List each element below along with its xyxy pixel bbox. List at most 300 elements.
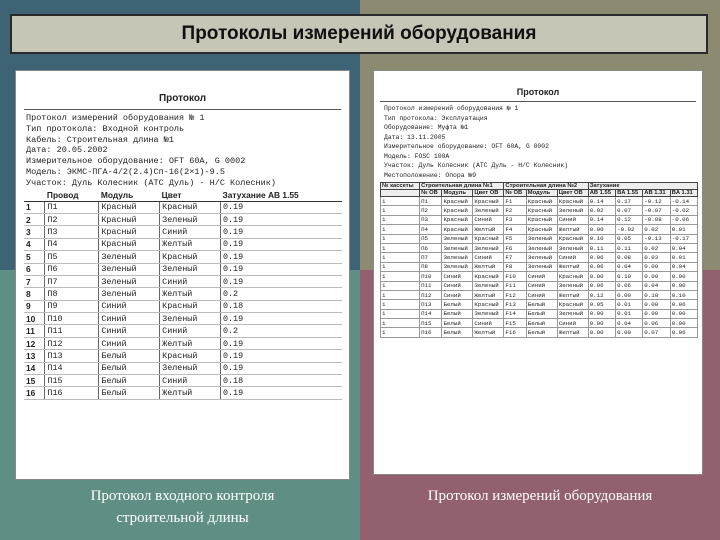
table-cell: 0.04 — [670, 262, 697, 271]
table-cell: -0.08 — [643, 215, 670, 224]
table-cell: 0.06 — [588, 253, 615, 262]
table-row — [24, 263, 342, 275]
table-cell: Зеленый — [526, 243, 557, 252]
left-meta-line: Кабель: Строительная длина №1 — [26, 134, 174, 145]
table-cell: Красный — [442, 197, 473, 206]
table-cell: 16 — [24, 387, 45, 399]
table-cell: П8 — [420, 262, 442, 271]
table-cell: 0.00 — [670, 272, 697, 281]
table-cell: Синий — [526, 290, 557, 299]
table-row — [381, 300, 698, 309]
left-caption — [15, 485, 350, 529]
table-cell: -0.12 — [643, 197, 670, 206]
table-cell: Синий — [99, 325, 160, 337]
table-cell: Зеленый — [442, 243, 473, 252]
table-cell: F10 — [504, 272, 526, 281]
table-cell: Зеленый — [160, 213, 221, 225]
table-cell: П7 — [45, 275, 99, 287]
table-cell: Красный — [557, 234, 588, 243]
table-cell: F6 — [504, 243, 526, 252]
table-cell: 9 — [24, 300, 45, 312]
right-meta-line: Протокол измерений оборудования № 1 — [384, 105, 519, 112]
table-cell: Зеленый — [557, 243, 588, 252]
table-cell: Синий — [99, 337, 160, 349]
table-cell: Зеленый — [160, 313, 221, 325]
table-cell: 1 — [381, 253, 420, 262]
table-cell: Белый — [99, 350, 160, 362]
right-column-header: AB 1.31 — [643, 190, 670, 197]
table-cell: 7 — [24, 275, 45, 287]
table-cell: 0.00 — [588, 309, 615, 318]
table-cell: Зеленый — [99, 288, 160, 300]
table-cell: 0.10 — [643, 290, 670, 299]
right-column-header: Цвет ОВ — [557, 190, 588, 197]
table-cell: F2 — [504, 206, 526, 215]
table-cell: 13 — [24, 350, 45, 362]
table-cell: 1 — [381, 206, 420, 215]
table-cell: 0.00 — [643, 262, 670, 271]
table-cell: 0.00 — [670, 309, 697, 318]
table-cell: 1 — [381, 215, 420, 224]
table-cell: Синий — [557, 319, 588, 328]
table-row — [24, 350, 342, 362]
table-cell: 0.00 — [670, 319, 697, 328]
table-cell: Синий — [99, 300, 160, 312]
right-doc-meta — [384, 104, 692, 180]
table-cell: 12 — [24, 337, 45, 349]
table-cell: Желтый — [557, 225, 588, 234]
table-row — [381, 328, 698, 337]
table-row — [24, 362, 342, 374]
table-row — [24, 201, 342, 213]
left-doc-title: Протокол — [158, 93, 207, 104]
table-cell: 0.01 — [616, 309, 643, 318]
table-cell: Желтый — [473, 225, 504, 234]
table-cell: Белый — [442, 319, 473, 328]
group-header-attenuation: Затухание — [588, 183, 697, 190]
table-cell: Красный — [526, 197, 557, 206]
table-cell: Красный — [557, 197, 588, 206]
table-cell: Красный — [99, 201, 160, 213]
table-cell: Красный — [99, 238, 160, 250]
table-cell: 0.07 — [616, 206, 643, 215]
table-cell: Зеленый — [557, 206, 588, 215]
table-cell: 0.2 — [221, 325, 343, 337]
table-cell: 0.00 — [588, 225, 615, 234]
table-cell: Желтый — [473, 262, 504, 271]
right-column-header: Модуль — [442, 190, 473, 197]
table-cell: Красный — [473, 197, 504, 206]
table-cell: 0.00 — [670, 281, 697, 290]
table-cell: П7 — [420, 253, 442, 262]
table-cell: П4 — [45, 238, 99, 250]
table-cell: F7 — [504, 253, 526, 262]
table-cell: П15 — [420, 319, 442, 328]
table-cell: 0.11 — [616, 243, 643, 252]
table-cell: 6 — [24, 263, 45, 275]
table-row — [381, 309, 698, 318]
table-row — [24, 213, 342, 225]
table-cell: Зеленый — [160, 263, 221, 275]
table-cell: 0.02 — [643, 225, 670, 234]
table-cell: 0.11 — [588, 243, 615, 252]
table-cell: 0.19 — [221, 387, 343, 399]
table-cell: Красный — [473, 300, 504, 309]
table-cell: П15 — [45, 375, 99, 387]
table-cell: Красный — [160, 300, 221, 312]
left-measurement-table — [24, 189, 342, 400]
table-cell: Зеленый — [526, 253, 557, 262]
table-cell: П9 — [45, 300, 99, 312]
table-cell: Желтый — [557, 290, 588, 299]
table-cell: Красный — [442, 206, 473, 215]
table-cell: Зеленый — [526, 234, 557, 243]
table-cell: F13 — [504, 300, 526, 309]
table-cell: 2 — [24, 213, 45, 225]
table-cell: 0.00 — [616, 290, 643, 299]
table-cell: П6 — [420, 243, 442, 252]
table-cell: Красный — [99, 226, 160, 238]
table-cell: Желтый — [557, 262, 588, 271]
table-cell: 0.19 — [221, 263, 343, 275]
table-row — [381, 206, 698, 215]
right-column-header: Модуль — [526, 190, 557, 197]
table-cell: 1 — [381, 319, 420, 328]
table-cell: Желтый — [473, 328, 504, 337]
right-meta-line: Измерительное оборудование: OFT 60A, G 0002 — [384, 143, 549, 150]
table-cell: 0.19 — [221, 275, 343, 287]
table-cell: Синий — [442, 281, 473, 290]
table-cell: 1 — [381, 197, 420, 206]
table-cell: П12 — [45, 337, 99, 349]
left-meta-line: Протокол измерений оборудования № 1 — [26, 113, 205, 123]
table-row — [24, 325, 342, 337]
table-cell: F5 — [504, 234, 526, 243]
table-cell: 0.08 — [616, 253, 643, 262]
right-meta-line: Участок: Дуль Колесник (АТС Дуль - Н/С Колесник) — [384, 162, 569, 169]
table-cell: Зеленый — [99, 275, 160, 287]
table-cell: Синий — [160, 275, 221, 287]
table-cell: Синий — [473, 253, 504, 262]
table-row — [381, 272, 698, 281]
table-cell: F4 — [504, 225, 526, 234]
table-cell: Синий — [473, 319, 504, 328]
table-cell: F14 — [504, 309, 526, 318]
left-column-header: Затухание АВ 1.55 — [221, 189, 343, 202]
table-cell: -0.07 — [643, 206, 670, 215]
table-cell: 0.05 — [588, 300, 615, 309]
table-cell: 0.10 — [670, 290, 697, 299]
left-meta-line: Измерительное оборудование: OFT 60A, G 0002 — [26, 156, 246, 167]
table-cell: 0.04 — [616, 262, 643, 271]
left-meta-line: Тип протокола: Входной контроль — [26, 123, 185, 134]
table-cell: Красный — [557, 300, 588, 309]
table-cell: 0.01 — [670, 253, 697, 262]
table-row — [381, 215, 698, 224]
right-doc-title: Протокол — [516, 87, 560, 97]
table-cell: 0.14 — [588, 197, 615, 206]
table-cell: 0.06 — [616, 281, 643, 290]
table-cell: 0.01 — [670, 225, 697, 234]
table-cell: Белый — [526, 300, 557, 309]
table-cell: 1 — [381, 262, 420, 271]
table-cell: 1 — [381, 328, 420, 337]
table-cell: Желтый — [473, 290, 504, 299]
right-column-header: № ОВ — [504, 190, 526, 197]
table-cell: 0.06 — [643, 319, 670, 328]
table-cell: 0.19 — [221, 362, 343, 374]
table-cell: 0.05 — [616, 234, 643, 243]
table-row — [24, 300, 342, 312]
right-meta-line: Местоположение: Опора №9 — [384, 171, 477, 179]
table-row — [381, 243, 698, 252]
table-cell: F16 — [504, 328, 526, 337]
table-cell: Желтый — [160, 337, 221, 349]
table-cell: 0.19 — [221, 350, 343, 362]
table-cell: Синий — [160, 226, 221, 238]
left-meta-line: Дата: 20.05.2002 — [26, 145, 108, 156]
table-cell: 0.2 — [221, 288, 343, 300]
table-cell: -0.02 — [616, 225, 643, 234]
left-column-header: Цвет — [160, 189, 221, 202]
table-cell: Красный — [160, 201, 221, 213]
table-cell: 0.12 — [588, 290, 615, 299]
table-cell: Белый — [442, 328, 473, 337]
right-table-header-row — [381, 190, 698, 197]
table-cell: 0.06 — [670, 300, 697, 309]
right-doc-divider — [380, 101, 696, 102]
table-cell: 5 — [24, 251, 45, 263]
table-cell: 0.19 — [221, 201, 343, 213]
table-cell: Красный — [160, 251, 221, 263]
table-cell: Белый — [99, 375, 160, 387]
right-meta-line: Модель: FOSC 100A — [384, 152, 450, 160]
equipment-protocol-document — [373, 70, 703, 475]
table-cell: 0.00 — [643, 300, 670, 309]
table-cell: -0.13 — [643, 234, 670, 243]
table-cell: Красный — [526, 206, 557, 215]
table-cell: П1 — [420, 197, 442, 206]
table-cell: Красный — [526, 215, 557, 224]
table-cell: П14 — [45, 362, 99, 374]
table-cell: Синий — [473, 215, 504, 224]
table-cell: 0.04 — [670, 243, 697, 252]
table-row — [381, 262, 698, 271]
table-cell: Зеленый — [442, 253, 473, 262]
table-cell: Зеленый — [442, 234, 473, 243]
table-cell: Зеленый — [473, 281, 504, 290]
table-cell: F3 — [504, 215, 526, 224]
table-cell: Белый — [99, 362, 160, 374]
table-cell: Белый — [442, 309, 473, 318]
table-cell: П5 — [45, 251, 99, 263]
table-cell: 0.00 — [588, 328, 615, 337]
left-caption-line: строительной длины — [116, 510, 249, 526]
table-cell: Желтый — [160, 387, 221, 399]
table-cell: -0.02 — [670, 206, 697, 215]
table-cell: 0.01 — [616, 300, 643, 309]
group-header-cassette: № кассеты — [381, 183, 420, 190]
table-cell: 0.00 — [588, 272, 615, 281]
table-cell: П13 — [420, 300, 442, 309]
table-cell: П3 — [45, 226, 99, 238]
table-cell: Синий — [526, 272, 557, 281]
group-header-length-1: Строительная длина №1 — [420, 183, 504, 190]
table-cell: Красный — [442, 225, 473, 234]
table-row — [24, 275, 342, 287]
table-cell: Синий — [160, 375, 221, 387]
slide-title: Протоколы измерений оборудования — [181, 23, 537, 44]
table-cell: Красный — [526, 225, 557, 234]
right-column-header: AB 1.55 — [588, 190, 615, 197]
table-cell: 0.02 — [643, 243, 670, 252]
table-cell: П5 — [420, 234, 442, 243]
table-cell: Зеленый — [473, 309, 504, 318]
table-cell: Синий — [442, 290, 473, 299]
table-row — [381, 225, 698, 234]
left-table-header-row — [24, 189, 342, 202]
table-cell: 0.12 — [616, 215, 643, 224]
table-cell: 14 — [24, 362, 45, 374]
left-meta-line: Участок: Дуль Колесник (АТС Дуль) - Н/С Колесник) — [26, 177, 276, 188]
left-doc-meta — [26, 113, 339, 189]
table-cell: Зеленый — [557, 309, 588, 318]
table-cell: П10 — [45, 313, 99, 325]
group-header-length-2: Строительная длина №2 — [504, 183, 588, 190]
table-cell: Синий — [526, 281, 557, 290]
right-column-header: Цвет ОВ — [473, 190, 504, 197]
input-control-protocol-document — [15, 70, 350, 480]
table-cell: 1 — [381, 309, 420, 318]
table-cell: 0.00 — [643, 272, 670, 281]
table-cell: 0.18 — [221, 300, 343, 312]
table-row — [24, 238, 342, 250]
table-cell: Зеленый — [473, 206, 504, 215]
table-row — [381, 281, 698, 290]
table-cell: Белый — [526, 319, 557, 328]
left-column-header: Провод — [45, 189, 99, 202]
table-cell: П13 — [45, 350, 99, 362]
table-cell: 0.19 — [221, 238, 343, 250]
right-meta-line: Дата: 13.11.2005 — [384, 133, 446, 141]
left-column-header: Модуль — [99, 189, 160, 202]
table-cell: Зеленый — [526, 262, 557, 271]
right-column-header: BA 1.55 — [616, 190, 643, 197]
table-cell: -0.17 — [670, 234, 697, 243]
table-cell: П4 — [420, 225, 442, 234]
table-cell: F15 — [504, 319, 526, 328]
table-cell: F1 — [504, 197, 526, 206]
table-cell: П16 — [420, 328, 442, 337]
table-cell: 0.06 — [588, 281, 615, 290]
table-row — [24, 375, 342, 387]
table-cell: Зеленый — [99, 251, 160, 263]
table-cell: Зеленый — [99, 263, 160, 275]
right-meta-line: Оборудование: Муфта №1 — [384, 124, 469, 131]
left-column-header — [24, 189, 45, 202]
table-cell: П2 — [420, 206, 442, 215]
table-cell: Синий — [160, 325, 221, 337]
table-cell: 0.06 — [588, 262, 615, 271]
table-cell: 0.10 — [616, 272, 643, 281]
table-cell: П11 — [420, 281, 442, 290]
table-cell: 0.17 — [616, 197, 643, 206]
table-cell: 0.14 — [588, 215, 615, 224]
right-caption: Протокол измерений оборудования — [427, 488, 653, 504]
table-cell: П11 — [45, 325, 99, 337]
table-cell: Синий — [557, 215, 588, 224]
table-cell: 1 — [24, 201, 45, 213]
table-row — [24, 313, 342, 325]
table-cell: Красный — [160, 350, 221, 362]
table-row — [24, 251, 342, 263]
table-cell: Красный — [557, 272, 588, 281]
table-cell: 0.06 — [670, 328, 697, 337]
table-cell: П14 — [420, 309, 442, 318]
table-cell: 1 — [381, 272, 420, 281]
table-cell: 0.00 — [588, 319, 615, 328]
right-meta-line: Тип протокола: Эксплуатация — [384, 114, 488, 122]
table-cell: F8 — [504, 262, 526, 271]
table-cell: Красный — [442, 215, 473, 224]
table-cell: Зеленый — [557, 281, 588, 290]
slide-title-bar — [10, 14, 708, 54]
table-cell: П10 — [420, 272, 442, 281]
left-caption-line: Протокол входного контроля — [90, 488, 275, 504]
table-cell: 0.19 — [221, 337, 343, 349]
table-cell: 0.00 — [643, 309, 670, 318]
table-cell: 0.07 — [643, 328, 670, 337]
right-column-header: BA 1.31 — [670, 190, 697, 197]
table-cell: F12 — [504, 290, 526, 299]
table-cell: Зеленый — [473, 243, 504, 252]
table-cell: 1 — [381, 300, 420, 309]
table-cell: Красный — [473, 234, 504, 243]
table-cell: 0.00 — [616, 328, 643, 337]
left-meta-line: Модель: ЭКМС-ПГА-4/2(2.4)Сп-16(2×1)-9.5 — [26, 166, 225, 177]
table-row — [381, 319, 698, 328]
table-cell: 4 — [24, 238, 45, 250]
table-cell: 0.19 — [221, 226, 343, 238]
table-row — [381, 290, 698, 299]
table-cell: Зеленый — [160, 362, 221, 374]
table-cell: 8 — [24, 288, 45, 300]
table-cell: Красный — [99, 213, 160, 225]
table-cell: Красный — [473, 272, 504, 281]
table-cell: 0.04 — [616, 319, 643, 328]
table-cell: -0.14 — [670, 197, 697, 206]
right-measurement-table — [380, 182, 698, 338]
right-table-group-header — [381, 183, 698, 190]
table-cell: 0.02 — [588, 206, 615, 215]
table-cell: П1 — [45, 201, 99, 213]
table-row — [24, 387, 342, 399]
table-row — [381, 234, 698, 243]
table-cell: Желтый — [160, 238, 221, 250]
table-row — [24, 337, 342, 349]
table-cell: 0.19 — [221, 213, 343, 225]
table-row — [381, 197, 698, 206]
table-row — [381, 253, 698, 262]
table-cell: 1 — [381, 290, 420, 299]
right-column-header — [381, 190, 420, 197]
table-cell: Белый — [99, 387, 160, 399]
table-cell: F11 — [504, 281, 526, 290]
table-cell: 1 — [381, 234, 420, 243]
table-cell: П2 — [45, 213, 99, 225]
table-cell: П12 — [420, 290, 442, 299]
table-cell: 0.04 — [643, 281, 670, 290]
